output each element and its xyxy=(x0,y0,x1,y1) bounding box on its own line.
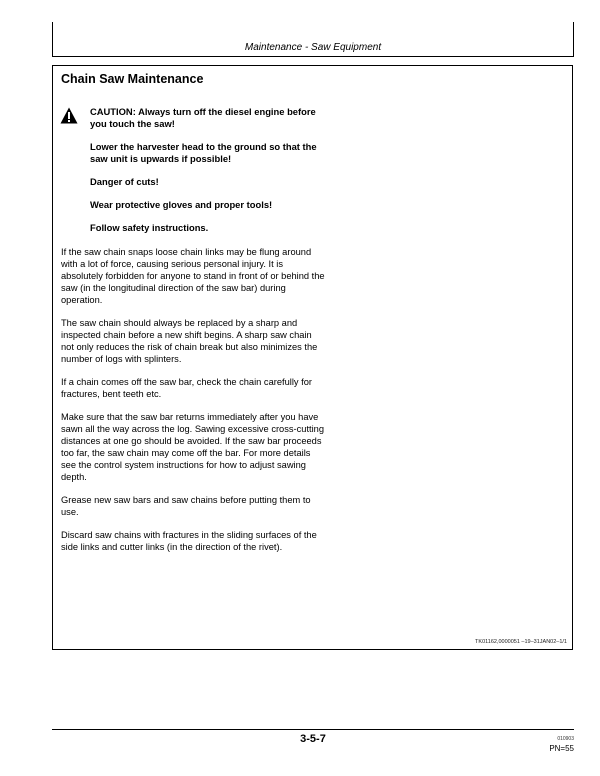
footer-code: 010903 xyxy=(557,736,574,742)
caution-line: Wear protective gloves and proper tools! xyxy=(90,199,273,210)
body-text xyxy=(61,246,325,564)
footer-divider xyxy=(52,729,574,730)
content-box xyxy=(52,65,573,650)
section-title: Chain Saw Maintenance xyxy=(61,72,204,86)
page-number: 3-5-7 xyxy=(300,733,326,745)
body-paragraph: The saw chain should always be replaced by a sharp and inspected chain before a new shift begins. A sharp saw chain not only reduces the risk of chain break but also minimizes the number of logs with splinters. xyxy=(61,318,318,364)
header-divider xyxy=(52,56,574,57)
body-paragraph: Grease new saw bars and saw chains before putting them to use. xyxy=(61,495,311,517)
caution-line: Follow safety instructions. xyxy=(90,222,209,233)
body-paragraph: If the saw chain snaps loose chain links may be flung around with a lot of force, causing serious personal injury. It is absolutely forbidden for anyone to stand in front of or behind the saw (in the longitudinal direction of the saw bar) during operation. xyxy=(61,247,325,305)
running-head: Maintenance - Saw Equipment xyxy=(244,42,382,53)
body-paragraph: If a chain comes off the saw bar, check the chain carefully for fractures, bent teeth etc. xyxy=(61,377,312,399)
footer-pn: PN=55 xyxy=(549,744,574,753)
body-paragraph: Discard saw chains with fractures in the sliding surfaces of the side links and cutter links (in the direction of the rivet). xyxy=(61,530,317,552)
body-paragraph: Make sure that the saw bar returns immediately after you have sawn all the way across the log. Sawing excessive cross-cutting distances at one go should be avoided. If the saw bar proceeds too far, the saw chain may come off the bar. For more details see the control system instructions for how to adjust sawing depth. xyxy=(61,412,325,482)
caution-line: CAUTION: Always turn off the diesel engine before you touch the saw! xyxy=(90,106,316,129)
caution-block xyxy=(90,106,330,245)
caution-line: Danger of cuts! xyxy=(90,176,159,187)
warning-triangle-icon xyxy=(60,107,78,124)
reference-code: TK01162,0000051 –19–31JAN02–1/1 xyxy=(475,639,567,645)
caution-line: Lower the harvester head to the ground so that the saw unit is upwards if possible! xyxy=(90,141,317,164)
